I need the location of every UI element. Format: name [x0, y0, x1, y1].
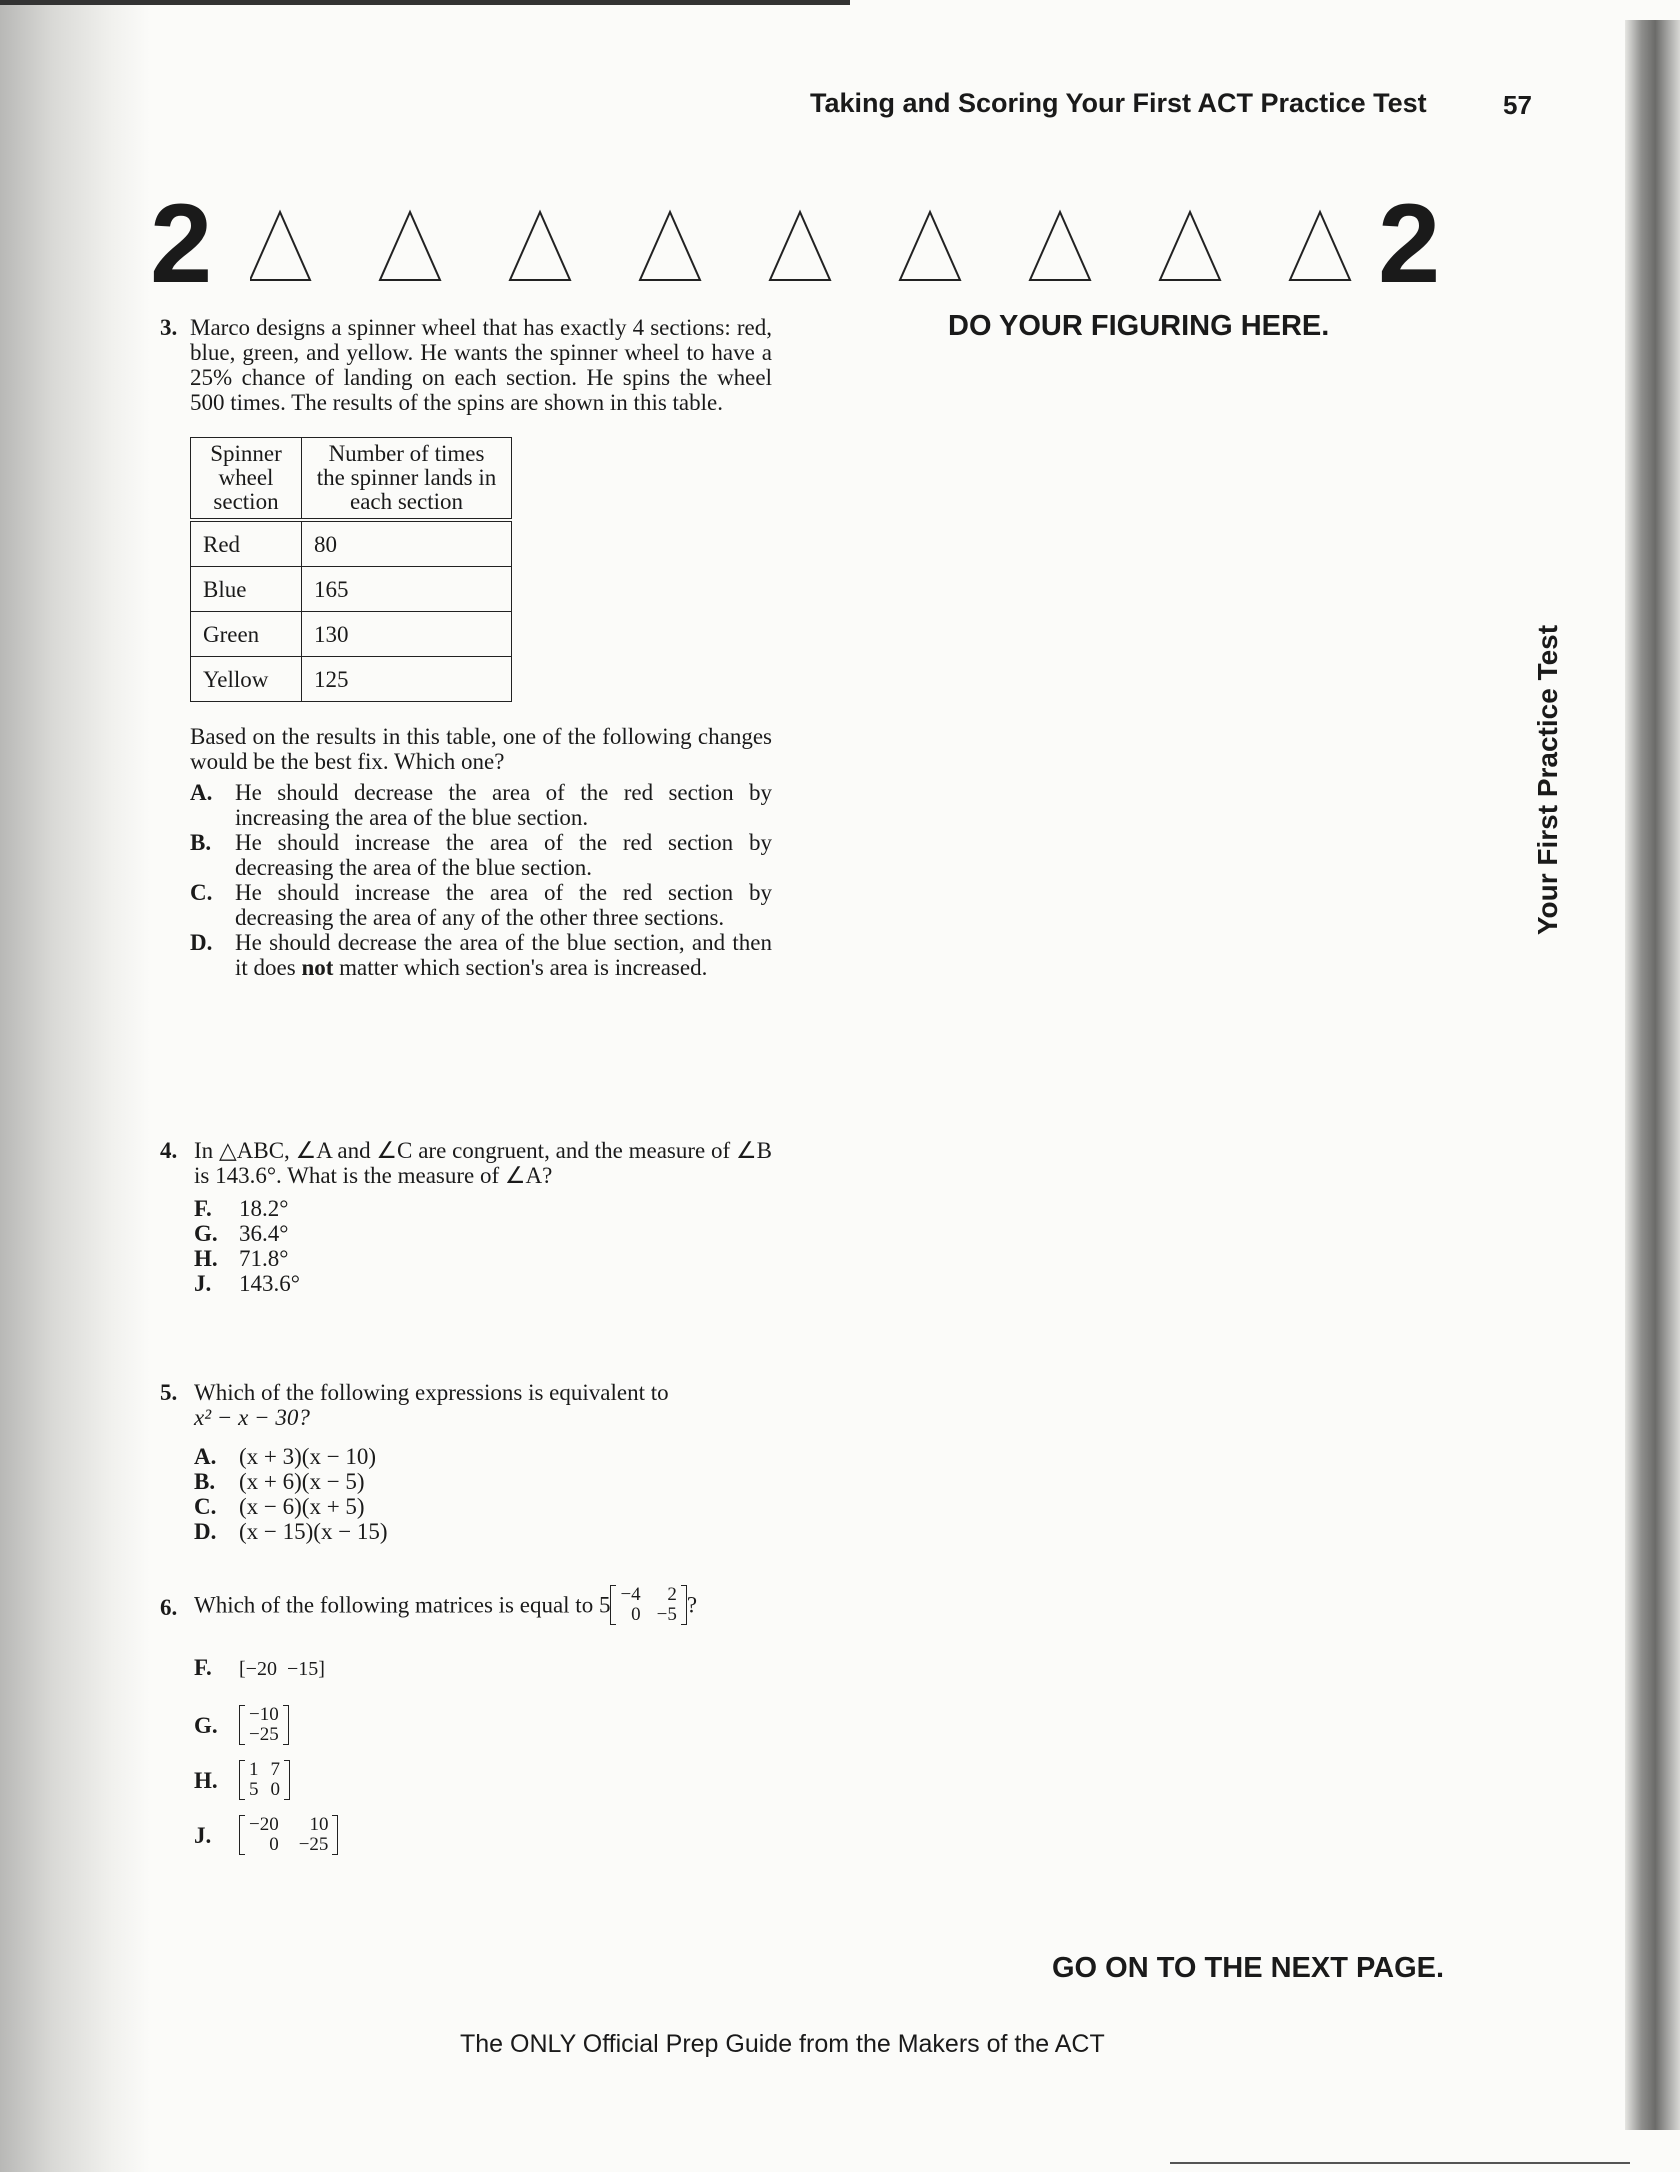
footer-text: The ONLY Official Prep Guide from the Makers of the ACT	[460, 2030, 1105, 2058]
table-cell: Red	[191, 520, 302, 567]
answer-option-b[interactable]: B. (x + 6)(x − 5)	[194, 1469, 365, 1494]
running-title: Taking and Scoring Your First ACT Practice Test	[810, 88, 1427, 118]
triangle-outline-icon	[510, 212, 570, 280]
question-4	[160, 1138, 772, 1296]
table-row	[191, 612, 512, 657]
question-stem: Marco designs a spinner wheel that has exactly 4 sections: red, blue, green, and yellow. He wants the spinner wheel to have a 25% chance of landing on each section. He spins the wheel 500 times. The results of the spins are shown in this table.	[190, 315, 772, 415]
triangle-outline-icon	[640, 212, 700, 280]
table-cell: Blue	[191, 567, 302, 612]
matrix-option-j: −20 0 10 −25	[239, 1815, 338, 1855]
table-cell: 125	[302, 657, 512, 702]
go-on-notice: GO ON TO THE NEXT PAGE.	[1052, 1952, 1445, 1984]
spinner-results-table	[190, 437, 512, 702]
table-row	[191, 520, 512, 567]
page-number: 57	[1503, 90, 1532, 120]
figuring-label: DO YOUR FIGURING HERE.	[948, 310, 1330, 342]
table-cell: 130	[302, 612, 512, 657]
answer-option-h[interactable]: H. 71.8°	[194, 1246, 289, 1271]
triangle-row	[250, 208, 1370, 288]
triangle-outline-icon	[1030, 212, 1090, 280]
binding-shadow-left	[0, 0, 150, 2172]
binding-shadow-right	[1625, 20, 1680, 2130]
scan-edge-bottom	[1170, 2162, 1630, 2164]
answer-option-g[interactable]: G. 36.4°	[194, 1221, 289, 1246]
question-number: 6.	[160, 1595, 178, 1620]
answer-option-f[interactable]: F. 18.2°	[194, 1196, 289, 1221]
table-header: Number of times the spinner lands in each section	[302, 438, 512, 521]
matrix-option-g: −10 −25	[239, 1705, 289, 1745]
side-tab: Your First Practice Test	[1532, 624, 1563, 936]
answer-option-a[interactable]: A. (x + 3)(x − 10)	[194, 1444, 377, 1469]
answer-option-j[interactable]: J. 143.6°	[194, 1271, 300, 1296]
table-row	[191, 657, 512, 702]
question-number: 3.	[160, 315, 178, 340]
answer-option-f[interactable]: F. [−20 −15]	[194, 1655, 325, 1680]
matrix-option-h: 1 5 7 0	[239, 1760, 290, 1800]
question-6	[160, 1585, 800, 1885]
triangle-outline-icon	[380, 212, 440, 280]
answer-option-j[interactable]: J. −20 0 10 −25	[194, 1815, 338, 1855]
triangle-outline-icon	[1290, 212, 1350, 280]
triangle-outline-icon	[250, 212, 310, 280]
triangle-outline-icon	[770, 212, 830, 280]
question-3	[160, 315, 772, 980]
question-stem: Which of the following expressions is equivalent to x² − x − 30?	[194, 1380, 669, 1430]
answer-option-c[interactable]: C. (x − 6)(x + 5)	[194, 1494, 365, 1519]
table-cell: 165	[302, 567, 512, 612]
question-number: 4.	[160, 1138, 178, 1163]
section-number-right: 2	[1378, 181, 1441, 306]
table-header: Spinner wheel section	[191, 438, 302, 521]
table-cell: 80	[302, 520, 512, 567]
question-followup: Based on the results in this table, one of the following changes would be the best fix. Which one?	[190, 724, 772, 774]
answer-option-c[interactable]: C. He should increase the area of the red section by decreasing the area of any of the other three sections.	[190, 880, 772, 930]
answer-option-b[interactable]: B. He should increase the area of the red section by decreasing the area of the blue section.	[190, 830, 772, 880]
answer-option-h[interactable]: H. 1 5 7 0	[194, 1760, 290, 1800]
question-stem: Which of the following matrices is equal to 5 −4 0 2 −5 ?	[194, 1584, 698, 1625]
answer-option-g[interactable]: G. −10 −25	[194, 1705, 289, 1745]
question-stem: In △ABC, ∠A and ∠C are congruent, and the measure of ∠B is 143.6°. What is the measure of ∠A?	[194, 1138, 772, 1188]
matrix-given: −4 0 2 −5	[610, 1585, 686, 1625]
question-number: 5.	[160, 1380, 178, 1405]
question-5	[160, 1380, 775, 1544]
table-cell: Yellow	[191, 657, 302, 702]
answer-option-a[interactable]: A. He should decrease the area of the red section by increasing the area of the blue section.	[190, 780, 772, 830]
section-number-left: 2	[150, 181, 213, 306]
table-row	[191, 567, 512, 612]
answer-option-d[interactable]: D. (x − 15)(x − 15)	[194, 1519, 388, 1544]
scan-edge-top	[0, 0, 850, 5]
table-cell: Green	[191, 612, 302, 657]
answer-option-d[interactable]: D. He should decrease the area of the blue section, and then it does not matter which section's area is increased.	[190, 930, 772, 980]
triangle-outline-icon	[900, 212, 960, 280]
triangle-outline-icon	[1160, 212, 1220, 280]
